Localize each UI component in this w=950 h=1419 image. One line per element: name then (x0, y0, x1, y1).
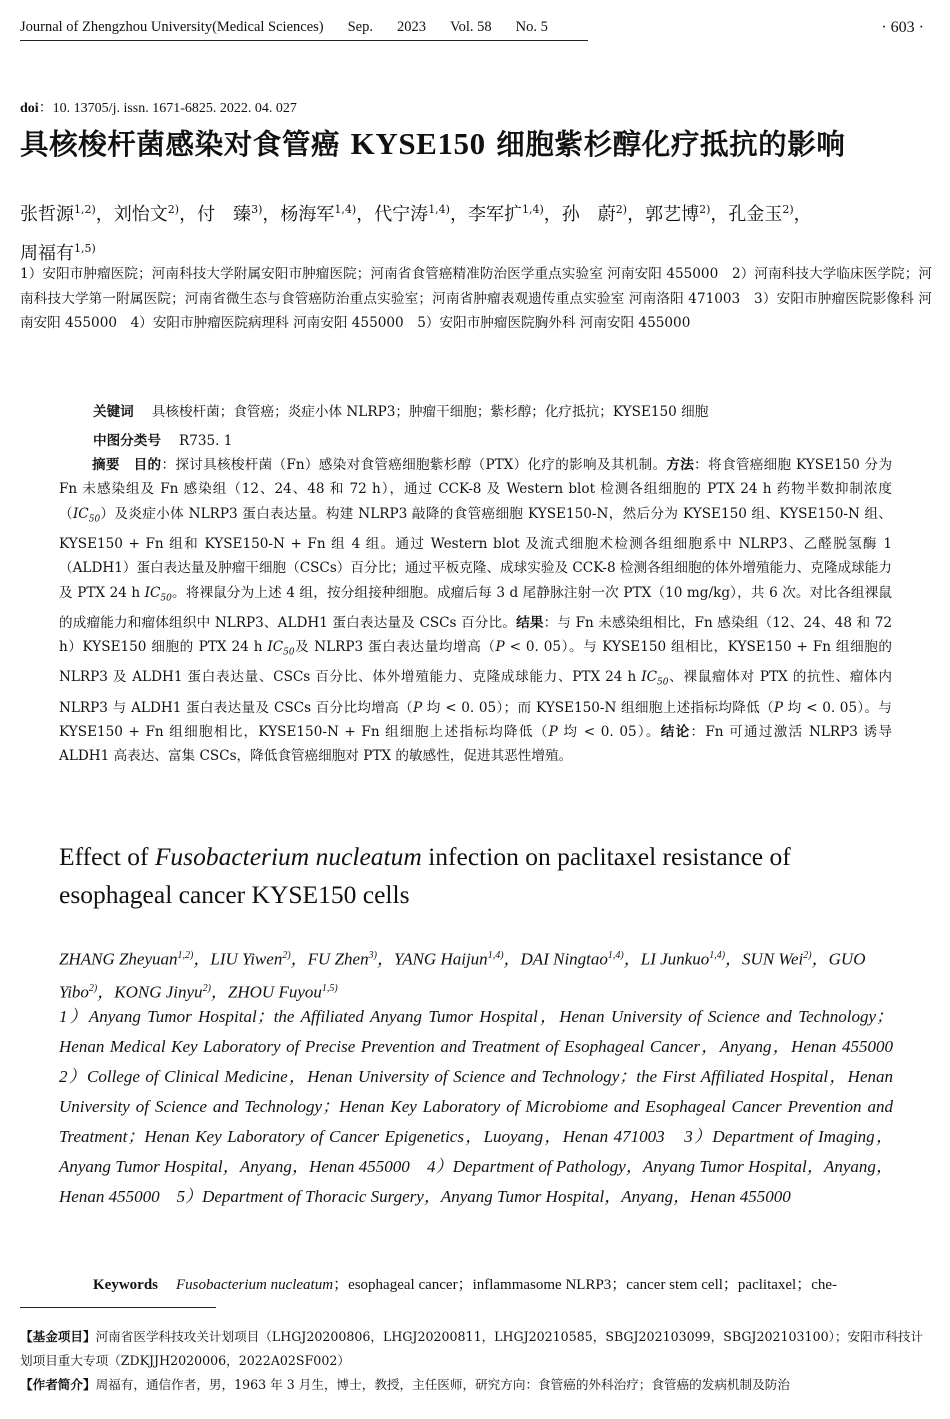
author: YANG Haijun (393, 949, 488, 969)
classification-code: R735. 1 (178, 433, 233, 449)
results-text: 及 NLRP3 蛋白表达量均增高（ (294, 639, 496, 656)
author: ZHANG Zheyuan (59, 949, 178, 969)
results-text: 、裸鼠瘤体对 PTX 的抗性、瘤体内 NLRP3 与 ALDH1 蛋白表达量及 CSCs 百分比均增高（ (59, 669, 892, 716)
author: 杨海军 (280, 204, 335, 225)
author: 刘怡文 (113, 204, 168, 225)
english-keywords-text: ；esophageal cancer；inflammasome NLRP3；cancer stem cell；paclitaxel；che- (333, 1277, 838, 1293)
page-number: · 603 · (881, 19, 924, 36)
doi-label: doi (20, 101, 39, 116)
results-text: ：与 Fn 未感染组相比，Fn 感染组（12、24、48 和 72 h）KYSE150 细胞的 PTX 24 h (59, 614, 893, 656)
p-value: P (495, 639, 505, 656)
bio-text: 周福有，通信作者，男，1963 年 3 月生，博士，教授，主任医师，研究方向：食管癌的外科治疗；食管癌的发病机制及防治 (95, 1377, 790, 1392)
author: 孔金玉 (728, 204, 783, 225)
results-text: < 0. 05）。与 KYSE150 组相比，KYSE150 + Fn 组细胞的 NLRP3 及 ALDH1 蛋白表达量、CSCs 百分比、体外增殖能力、克隆成球能力、PTX 24 h (59, 639, 892, 686)
author: LIU Yiwen (210, 949, 283, 969)
author: KONG Jinyu (114, 982, 203, 1002)
issue-number: No. 5 (515, 19, 548, 35)
methods-text: 。将裸鼠分为上述 4 组，按分组接种细胞。成瘤后每 3 d 尾静脉注射一次 PTX（10 mg/kg），共 6 次。对比各组裸鼠的成瘤能力和瘤体组织中 NLRP3、ALDH1 蛋白表达量及 CSCs 百分比。 (59, 584, 892, 631)
methods-text: ：将食管癌细胞 KYSE150 分为 Fn 未感染组及 Fn 感染组（12、24、48 和 72 h），通过 CCK-8 及 Western blot 检测各组细胞的 PTX 24 h 药物半数抑制浓度（ (59, 457, 893, 522)
author: 郭艺博 (645, 204, 700, 225)
aim-label: 目的 (133, 457, 162, 473)
author: 周福有 (20, 243, 74, 264)
author: FU Zhen (307, 949, 369, 969)
results-label: 结果 (516, 614, 544, 631)
aim-text: ：探讨具核梭杆菌（Fn）感染对食管癌细胞紫杉醇（PTX）化疗的影响及其机制。 (161, 457, 667, 473)
article-title (20, 122, 940, 163)
doi (20, 97, 297, 117)
journal-info (20, 19, 572, 36)
author-bio-note (20, 1373, 932, 1397)
title-cellline: KYSE150 (350, 126, 486, 161)
p-value: P (412, 699, 423, 716)
english-keywords (93, 1273, 903, 1294)
ic50: $IC_{50}$ (641, 669, 669, 689)
author: 李军扩 (467, 204, 522, 225)
author-affil: 2) (167, 203, 180, 216)
results-text: 均 < 0. 05）。 (557, 723, 661, 740)
affiliations: 1）安阳市肿瘤医院；河南科技大学附属安阳市肿瘤医院；河南省食管癌精准防治医学重点实验室 河南安阳 455000 2）河南科技大学临床医学院；河南科技大学第一附属医院；河南省微生态与食管癌防治重点实验室；河南省肿瘤表观遗传重点实验室 河南洛阳 471003 3）安阳市肿瘤医院影像科 河南安阳 455000 4）安阳市肿瘤医院病理科 河南安阳 455000 5）安阳市肿瘤医院胸外科 河南安阳 455000 (20, 266, 932, 331)
bio-label: 【作者简介】 (20, 1377, 96, 1392)
english-title: Effect of Fusobacterium nucleatum infection on paclitaxel resistance of esophageal cancer KYSE150 cells (59, 842, 791, 909)
keywords (93, 400, 893, 420)
conclusion-text: ：Fn 可通过激活 NLRP3 诱导 ALDH1 高表达、富集 CSCs，降低食管癌细胞对 PTX 的敏感性，促进其恶性增殖。 (59, 723, 892, 765)
results-text: 均 < 0. 05）。与 KYSE150 + Fn 组细胞相比，KYSE150-N + Fn 组细胞上述指标均降低（ (59, 699, 892, 740)
header-rule (20, 40, 588, 41)
funding-text: 河南省医学科技攻关计划项目（LHGJ20200806，LHGJ20200811，LHGJ20210585，SBGJ202103099，SBGJ202103100）；安阳市科技计划项目重大专项（ZDKJJH2020006，2022A02SF002） (20, 1329, 924, 1368)
english-affiliations: 1）Anyang Tumor Hospital；the Affiliated Anyang Tumor Hospital，Henan University of Science and Technology；Henan Medical Key Laboratory of Precise Prevention and Treatment of Esophageal Cancer，Anyang，Henan 455000 2）College of Clinical Medicine，Henan University of Science and Technology；the First Affiliated Hospital，Henan University of Science and Technology；Henan Key Laboratory of Microbiome and Esophageal Cancer Prevention and Treatment；Henan Key Laboratory of Cancer Epigenetics，Luoyang，Henan 471003 3）Department of Imaging，Anyang Tumor Hospital，Anyang，Henan 455000 4）Department of Pathology，Anyang Tumor Hospital，Anyang，Henan 455000 5）Department of Thoracic Surgery，Anyang Tumor Hospital，Anyang，Henan 455000 (59, 1007, 910, 1206)
keywords-label: 关键词 (93, 404, 134, 420)
keywords-text: 具核梭杆菌；食管癌；炎症小体 NLRP3；肿瘤干细胞；紫杉醇；化疗抵抗；KYSE150 细胞 (151, 404, 709, 420)
author-affil: 2) (699, 203, 711, 216)
author-affil: 2) (782, 203, 794, 216)
author: LI Junkuo (640, 949, 710, 969)
funding-note (20, 1325, 932, 1373)
author-affil: 1,5) (74, 242, 96, 255)
ic50: $IC_{50}$ (267, 639, 295, 658)
author: GUO Yibo (59, 949, 866, 1002)
author: 孙 蔚 (561, 204, 616, 225)
methods-label: 方法 (666, 457, 695, 473)
species-name: Fusobacterium nucleatum (154, 842, 422, 871)
classification-label: 中图分类号 (93, 433, 161, 449)
results-text: 均 < 0. 05）；而 KYSE150-N 组细胞上述指标均降低（ (422, 699, 774, 716)
author: 代宁涛 (374, 204, 429, 225)
title-part3: 细胞紫杉醇化疗抵抗的影响 (485, 128, 846, 161)
title-part1: 具核梭杆菌感染对食管癌 (20, 128, 351, 161)
p-value: P (773, 699, 784, 716)
ic50: $IC_{50}$ (72, 505, 101, 525)
author-affil: 3) (251, 203, 263, 216)
journal-name: Journal of Zhengzhou University(Medical Sciences) (20, 19, 324, 35)
author-affil: 1,4) (334, 203, 357, 216)
methods-text: ）及炎症小体 NLRP3 蛋白表达量。构建 NLRP3 敲降的食管癌细胞 KYSE150-N，然后分为 KYSE150 组、KYSE150-N 组、KYSE150 + Fn 组和 KYSE150-N + Fn 组 4 组。通过 Western blot 及流式细胞术检测各组细胞系中 NLRP3、乙醛脱氢酶 1（ALDH1）蛋白表达量及肿瘤干细胞（CSCs）百分比；通过平板克隆、成球实验及 CCK-8 检测各组细胞的体外增殖能力、克隆成球能力及 PTX 24 h (59, 505, 893, 601)
volume: Vol. 58 (449, 19, 492, 35)
author: ZHOU Fuyou (227, 982, 322, 1002)
doi-value: ：10. 13705/j. issn. 1671-6825. 2022. 04. 027 (38, 101, 297, 116)
conclusion-label: 结论 (660, 723, 691, 740)
author-list: 张哲源$^{1,2)}$，刘怡文$^{2)}$，付 臻$^{3)}$，杨海军$^{1,4)}$，代宁涛$^{1,4)}$，李军扩$^{1,4)}$，孙 蔚$^{2)}$，郭艺博$^{2)}$，孔金玉$^{2)}$， 周福有$^{1,5)}$ (20, 203, 812, 264)
author: 付 臻 (197, 204, 252, 225)
author: DAI Ningtao (520, 949, 608, 969)
funding-label: 【基金项目】 (20, 1329, 96, 1344)
abstract-label: 摘要 (92, 457, 120, 473)
author-affil: 1,2) (74, 203, 96, 216)
ic50: $IC_{50}$ (144, 584, 172, 604)
english-keywords-label: Keywords (93, 1277, 158, 1293)
author: 张哲源 (20, 204, 74, 225)
footnotes (20, 1325, 932, 1397)
author-affil: 2) (615, 203, 628, 216)
species-name: Fusobacterium nucleatum (176, 1277, 334, 1293)
classification (93, 429, 232, 449)
author: SUN Wei (742, 949, 804, 969)
english-author-list: ZHANG Zheyuan$^{1,2)}$，LIU Yiwen$^{2)}$，FU Zhen$^{3)}$，YANG Haijun$^{1,4)}$，DAI Ningtao$^{1,4)}$，LI Junkuo$^{1,4)}$，SUN Wei$^{2)}$，GUO Yibo$^{2)}$，KONG Jinyu$^{2)}$，ZHOU Fuyou$^{1,5)}$ (59, 949, 866, 1002)
footnote-rule (20, 1307, 216, 1308)
author-affil: 1,4) (521, 203, 544, 216)
issue-year: 2023 (396, 19, 426, 35)
abstract (59, 453, 892, 769)
p-value: P (548, 723, 558, 740)
issue-month: Sep. (347, 19, 373, 35)
author-affil: 1,4) (428, 203, 450, 216)
